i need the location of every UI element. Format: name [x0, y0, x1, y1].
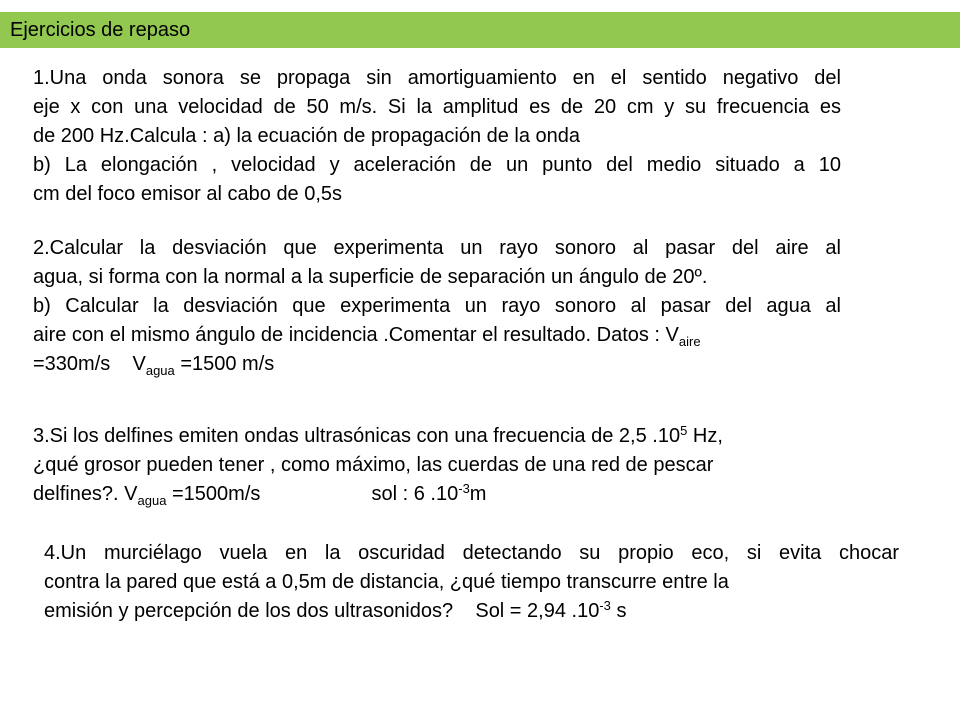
problem-1-line-3: de 200 Hz.Calcula : a) la ecuación de propagación de la onda [33, 125, 581, 147]
problem-1-line-5: cm del foco emisor al cabo de 0,5s [33, 183, 343, 205]
v-aire-subscript: aire [678, 334, 701, 349]
exponent-minus-3: -3 [599, 598, 611, 613]
problem-4-line-1: 4.Un murciélago vuela en la oscuridad detectando su propio eco, si evita chocar [44, 542, 899, 564]
problem-1-line-4: b) La elongación , velocidad y aceleración de un punto del medio situado a 10 [33, 154, 841, 176]
problem-2-line-3: b) Calcular la desviación que experimenta un rayo sonoro al pasar del agua al [33, 295, 841, 317]
problem-2-line-1: 2.Calcular la desviación que experimenta un rayo sonoro al pasar del aire al [33, 237, 841, 259]
problem-3-line-1 [33, 422, 863, 451]
problem-3-solution: =1500m/s sol : 6 .10 [166, 483, 459, 505]
problem-3-line-2: ¿qué grosor pueden tener , como máximo, las cuerdas de una red de pescar [33, 454, 714, 476]
problem-4-solution: emisión y percepción de los dos ultrasonidos? Sol = 2,94 .10 [44, 600, 600, 622]
exponent-5: 5 [680, 423, 688, 438]
problem-1-line-1: 1.Una onda sonora se propaga sin amortiguamiento en el sentido negativo del [33, 67, 841, 89]
problem-2-line-5-a: =330m/s V [33, 353, 146, 375]
problem-1 [33, 64, 841, 209]
exponent-minus-3: -3 [458, 481, 470, 496]
problem-3-line-1-text: 3.Si los delfines emiten ondas ultrasónicas con una frecuencia de 2,5 .10 [33, 425, 681, 447]
problem-3-line-3 [33, 480, 863, 509]
problem-2-line-4 [33, 321, 841, 350]
problem-3 [33, 422, 863, 509]
problem-4-unit: s [610, 600, 627, 622]
problem-3-line-1-tail: Hz, [687, 425, 723, 447]
problem-4 [44, 539, 899, 626]
problem-4-line-3 [44, 597, 899, 626]
v-agua-subscript: agua [145, 363, 175, 378]
problem-4-line-2: contra la pared que está a 0,5m de distancia, ¿qué tiempo transcurre entre la [44, 571, 729, 593]
problem-2-line-2: agua, si forma con la normal a la superficie de separación un ángulo de 20º. [33, 266, 708, 288]
problem-2 [33, 234, 841, 379]
problem-3-line-3-a: delfines?. V [33, 483, 138, 505]
problem-3-unit: m [469, 483, 487, 505]
problem-2-line-5 [33, 350, 841, 379]
problem-1-line-2: eje x con una velocidad de 50 m/s. Si la amplitud es de 20 cm y su frecuencia es [33, 96, 841, 118]
problem-2-line-5-b: =1500 m/s [174, 353, 275, 375]
page-title: Ejercicios de repaso [10, 19, 191, 41]
problem-2-line-4-text: aire con el mismo ángulo de incidencia .Comentar el resultado. Datos : V [33, 324, 679, 346]
v-agua-subscript: agua [137, 493, 167, 508]
